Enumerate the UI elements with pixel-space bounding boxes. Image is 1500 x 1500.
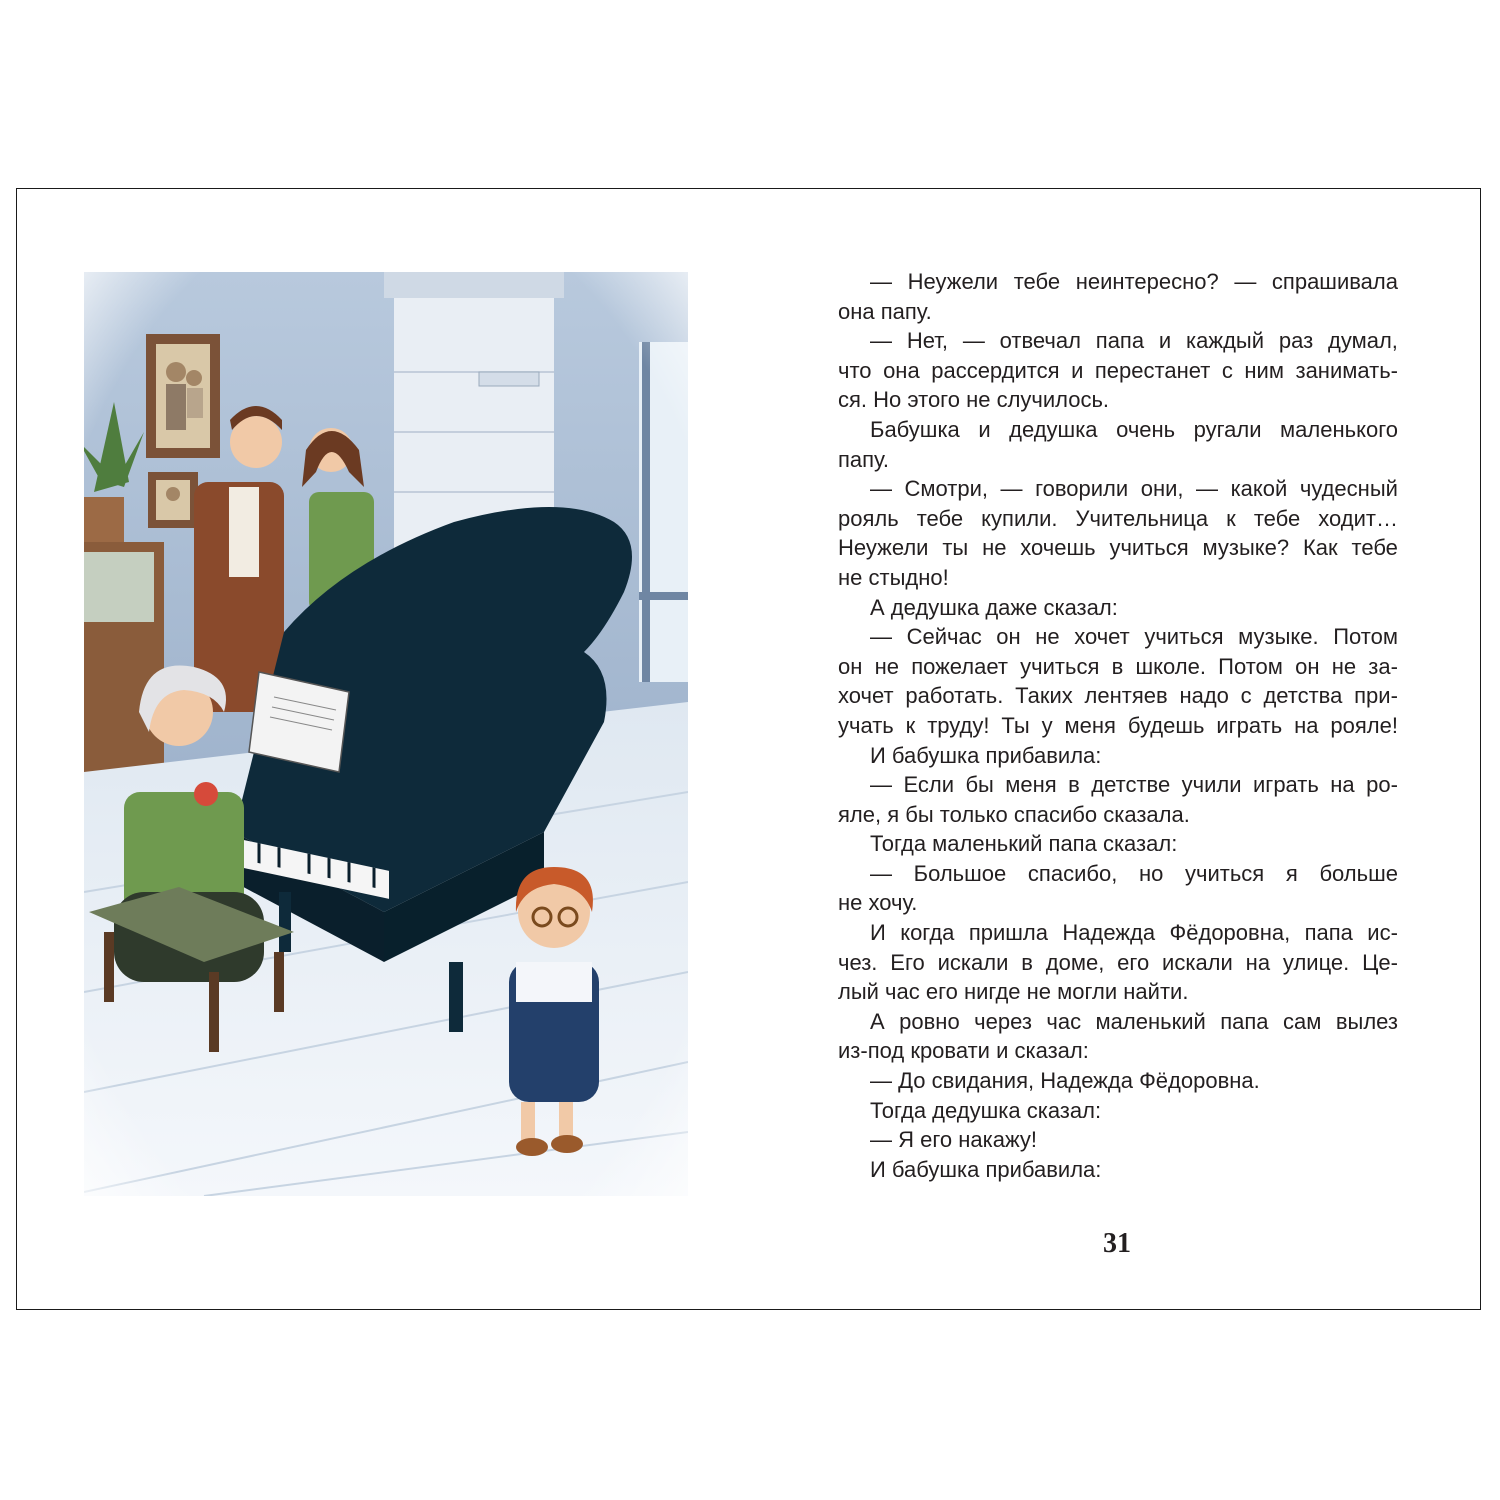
text-line: папу. [838, 446, 889, 472]
text-line: не хочу. [838, 890, 918, 916]
page-number: 31 [1103, 1228, 1131, 1259]
text-line: И бабушка прибавила: [870, 1156, 1102, 1182]
text-line: — Нет, — отвечал папа и каждый раз думал, [870, 328, 1398, 354]
text-line: — Большое спасибо, но учиться я больше [870, 860, 1398, 886]
text-line: рояль тебе купили. Учительница к тебе ходит… [838, 505, 1398, 531]
text-line: из-под кровати и сказал: [838, 1038, 1089, 1064]
text-line: — Я его накажу! [870, 1127, 1038, 1153]
story-text [838, 267, 1398, 1184]
text-line: яле, я бы только спасибо сказала. [838, 801, 1190, 827]
text-line: она папу. [838, 298, 932, 324]
text-line: учать к труду! Ты у меня будешь играть на рояле! [838, 712, 1398, 738]
text-line: Неужели ты не хочешь учиться музыке? Как тебе [838, 535, 1398, 561]
text-line: А дедушка даже сказал: [870, 594, 1118, 620]
text-line: Тогда маленький папа сказал: [870, 831, 1178, 857]
text-line: хочет работать. Таких лентяев надо с детства при- [838, 683, 1398, 709]
text-line: — Если бы меня в детстве учили играть на ро- [870, 772, 1398, 798]
text-line: И когда пришла Надежда Фёдоровна, папа ис- [870, 920, 1398, 946]
text-line: А ровно через час маленький папа сам вылез [870, 1008, 1398, 1034]
text-line: Тогда дедушка сказал: [870, 1097, 1102, 1123]
text-line: чез. Его искали в доме, его искали на улице. Це- [838, 949, 1398, 975]
text-line: — Неужели тебе неинтересно? — спрашивала [870, 269, 1398, 294]
text-line: что она рассердится и перестанет с ним занимать- [838, 357, 1398, 383]
piano-lesson-illustration [84, 272, 688, 1196]
text-line: лый час его нигде не могли найти. [838, 979, 1189, 1005]
text-line: — Смотри, — говорили они, — какой чудесный [870, 476, 1398, 502]
text-line: ся. Но этого не случилось. [838, 387, 1110, 413]
text-line: И бабушка прибавила: [870, 742, 1102, 768]
text-line: не стыдно! [838, 564, 949, 590]
text-line: — Сейчас он не хочет учиться музыке. Потом [870, 624, 1398, 650]
text-line: — До свидания, Надежда Фёдоровна. [870, 1068, 1260, 1094]
text-line: он не пожелает учиться в школе. Потом он не за- [838, 653, 1398, 679]
text-line: Бабушка и дедушка очень ругали маленького [870, 416, 1398, 442]
